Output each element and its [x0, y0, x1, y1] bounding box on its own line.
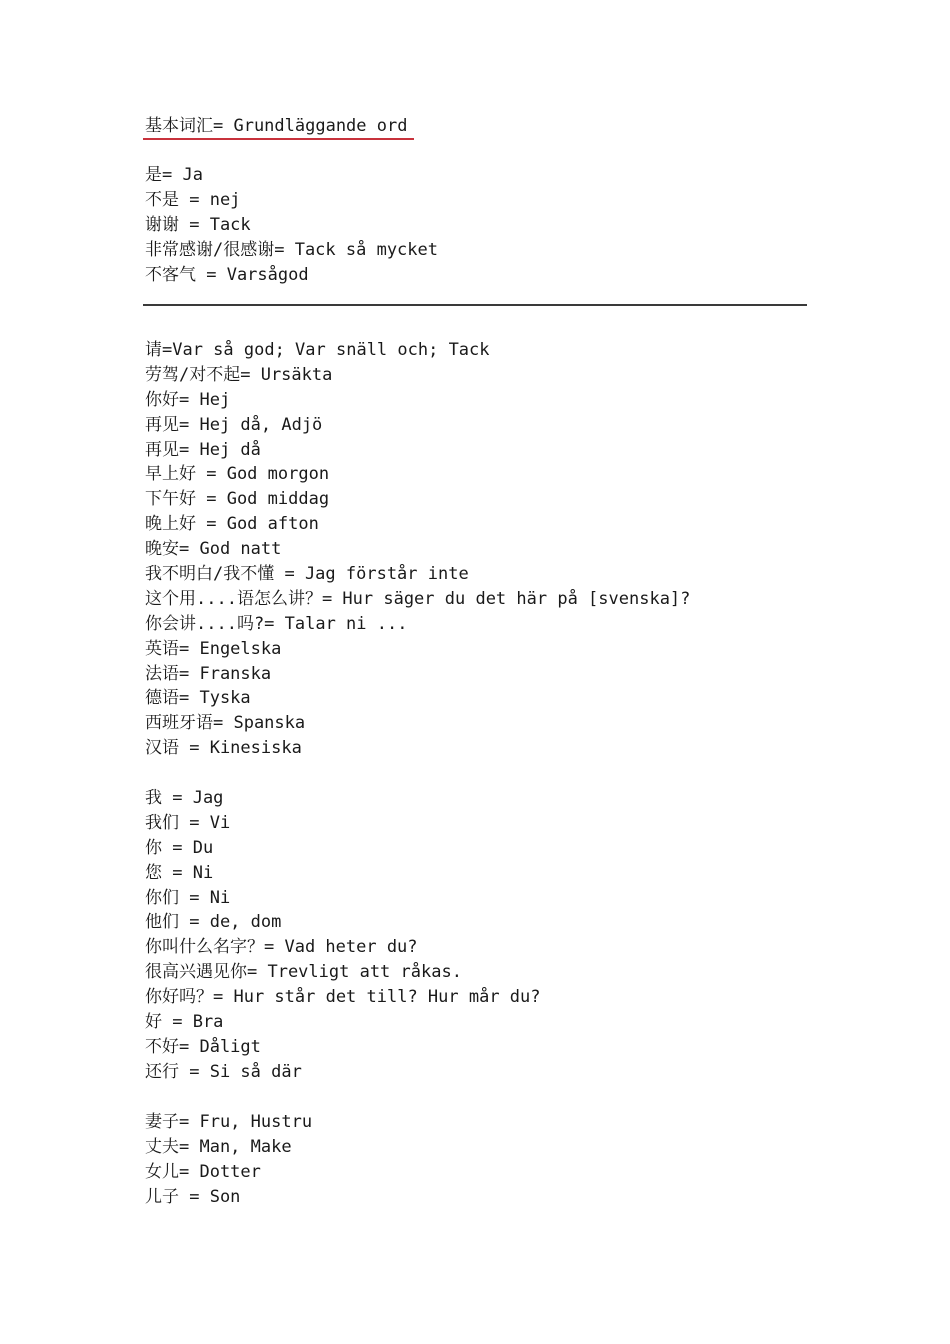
vocab-line: 你 = Du	[145, 837, 214, 858]
vocab-line: 非常感谢/很感谢= Tack så mycket	[145, 239, 438, 260]
heading-underline	[143, 138, 414, 140]
vocab-line: 再见= Hej då	[145, 439, 261, 460]
vocab-block-basic	[145, 163, 438, 287]
vocab-line: 我 = Jag	[145, 788, 224, 808]
vocab-line: 英语= Engelska	[145, 638, 282, 659]
vocab-line: 很高兴遇见你= Trevligt att råkas.	[145, 962, 462, 983]
vocab-line: 丈夫= Man, Make	[145, 1136, 292, 1157]
vocab-line: 我不明白/我不懂 = Jag förstår inte	[145, 564, 469, 585]
vocab-line: 你们 = Ni	[145, 887, 231, 908]
vocab-line: 劳驾/对不起= Ursäkta	[145, 364, 333, 385]
vocab-line: 妻子= Fru, Hustru	[145, 1112, 313, 1132]
vocab-line: 我们 = Vi	[145, 812, 231, 833]
vocab-line: 你好= Hej	[145, 389, 231, 410]
vocab-line: 汉语 = Kinesiska	[145, 738, 302, 759]
vocab-line: 好 = Bra	[145, 1012, 224, 1033]
vocab-line: 晚安= God natt	[145, 539, 282, 560]
vocab-line: 西班牙语= Spanska	[145, 713, 306, 734]
vocab-block-pronouns	[145, 786, 541, 1085]
vocab-line: 你好吗？= Hur står det till? Hur mår du?	[145, 987, 541, 1008]
vocab-block-greetings	[145, 338, 690, 761]
vocab-line: 早上好 = God morgon	[145, 464, 330, 485]
vocab-line: 您 = Ni	[145, 862, 214, 883]
vocab-line: 你会讲....吗?= Talar ni ...	[145, 613, 408, 634]
vocab-line: 女儿= Dotter	[145, 1161, 261, 1182]
vocab-line: 儿子 = Son	[145, 1186, 241, 1207]
vocab-line: 法语= Franska	[145, 663, 272, 684]
vocab-line: 不客气 = Varsågod	[145, 264, 309, 285]
vocab-line: 晚上好 = God afton	[145, 514, 319, 535]
vocab-line: 还行 = Si så där	[145, 1061, 302, 1082]
vocab-line: 他们 = de, dom	[145, 912, 282, 933]
section-divider	[143, 304, 807, 306]
vocab-line: 不好= Dåligt	[145, 1036, 261, 1057]
vocab-line: 下午好 = God middag	[145, 489, 330, 510]
vocab-block-family	[145, 1110, 312, 1210]
vocab-line: 这个用....语怎么讲？= Hur säger du det här på [svenska]?	[145, 588, 691, 609]
vocab-line: 德语= Tyska	[145, 688, 251, 709]
vocab-line: 你叫什么名字？= Vad heter du?	[145, 937, 418, 958]
vocab-line: 谢谢 = Tack	[145, 214, 251, 235]
section-heading: 基本词汇= Grundläggande ord	[145, 116, 408, 136]
vocab-line: 不是 = nej	[145, 189, 241, 210]
vocab-line: 请=Var så god; Var snäll och; Tack	[145, 340, 490, 360]
vocab-line: 是= Ja	[145, 165, 203, 185]
vocab-line: 再见= Hej då, Adjö	[145, 414, 323, 435]
